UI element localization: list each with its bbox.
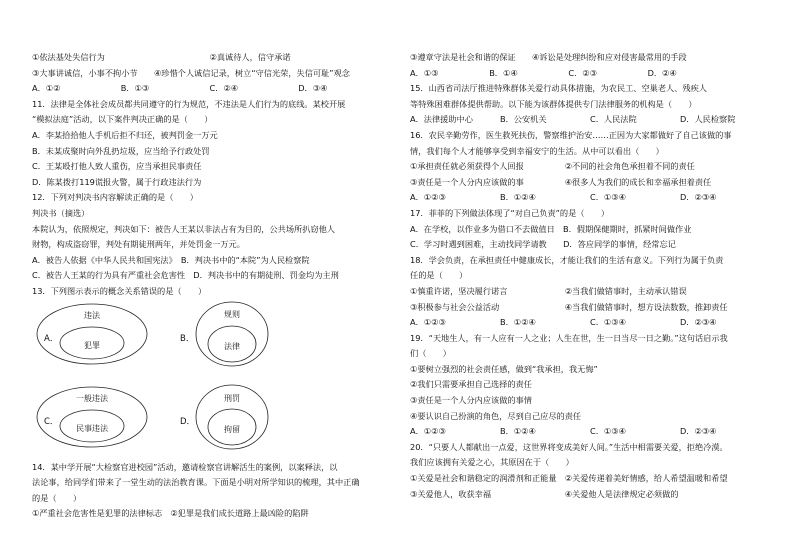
question-line: 14．某中学开展“大检察官进校园”活动，邀请检察官讲解活生的案例，以案释法，以 bbox=[32, 461, 338, 472]
option: ②真诚待人，信守承诺 bbox=[209, 52, 291, 62]
answer-row bbox=[410, 112, 770, 128]
option-line: A．李某拾拾他人手机后拒不归还，被判罚金一万元 bbox=[32, 129, 218, 140]
option-line: A．在学校，以作业多为借口不去做值日 B．假期保健期时，抓紧时间做作业 bbox=[410, 223, 692, 234]
option-line: ④要认识自己扮演的角色，尽到自己应尽的责任 bbox=[410, 410, 582, 421]
question-line: 的是（ ） bbox=[32, 492, 82, 503]
pre-answers bbox=[410, 66, 770, 82]
question-line: 我们应该拥有关爱之心，其原因在于（ ） bbox=[410, 457, 574, 468]
option-line: A．被告人依据《中华人民共和国宪法》 B．判决书中的“本院”为人民检察院 bbox=[32, 254, 310, 265]
question-line: 16．农民辛勤劳作，医生救死扶伤，警察维护治安……正因为大家都做好了自己该做的事 bbox=[410, 129, 732, 140]
pre-options-line: ③遵章守法是社会和谐的保证 ④诉讼是处理纠纷和应对侵害最常用的手段 bbox=[410, 52, 687, 62]
answer-choice: D．②③④ bbox=[680, 192, 717, 203]
answer-choice: D．②④ bbox=[647, 67, 677, 78]
answer-choice: B．公安机关 bbox=[500, 114, 547, 125]
answer-row bbox=[410, 424, 770, 440]
answer-choice: A．①②③ bbox=[410, 317, 446, 328]
answer-choice: B．①②④ bbox=[500, 426, 536, 437]
option-line: ①关爱是社会和谐稳定的润滑剂和正能量 ②关爱传递着美好情感，给人希望温暖和希望 bbox=[410, 473, 728, 484]
diagram-d-label: D． bbox=[180, 416, 196, 427]
pre-options bbox=[32, 50, 387, 66]
question-line: “模拟法庭”活动，以下案件判决正确的是（ ） bbox=[32, 114, 213, 125]
answer-choice: A．法律援助中心 bbox=[410, 114, 473, 125]
concept-diagrams bbox=[32, 300, 387, 460]
question-line: 们（ ） bbox=[410, 348, 451, 359]
answer-choice: B．①②④ bbox=[500, 192, 536, 203]
answer-choice: A．①② bbox=[32, 83, 61, 94]
option-line: ③积极参与社会公益活动 ④当我们做错事时，想方设法数数，推卸责任 bbox=[410, 301, 728, 312]
option: ①依法基处失信行为 bbox=[32, 52, 105, 62]
pre-options-line: ③大事讲诚信，小事不拘小节 ④珍惜个人诚信记录，树立“守信光荣，失信可耻”观念 bbox=[32, 67, 350, 78]
diagram-d-outer-text: 刑罚 bbox=[224, 393, 240, 403]
option-line: ③责任是一个人分内应该做的事 ④很多人为我们的成长和幸福承担着责任 bbox=[410, 176, 712, 187]
answer-choice: A．①③ bbox=[410, 67, 439, 78]
answer-choice: D．人民检察院 bbox=[680, 114, 736, 125]
answer-choice: C．②④ bbox=[209, 83, 239, 94]
question-16 bbox=[410, 128, 770, 206]
answer-row bbox=[410, 315, 770, 331]
question-line: 法论事，给同学们带来了一堂生动的法治教育课。下面是小明对所学知识的梳理，其中正确 bbox=[32, 477, 360, 488]
question-line: 18．学会负责，在承担责任中健康成长，才能让我们的生活有意义。下列行为属于负责 bbox=[410, 254, 724, 265]
question-line: 19．“天地生人，有一人应有一人之业；人生在世，生一日当尽一日之勤。”这句话启示我 bbox=[410, 332, 728, 343]
answer-choice: D．③④ bbox=[298, 83, 328, 94]
question-11 bbox=[32, 97, 387, 191]
question-12 bbox=[32, 190, 387, 284]
question-15 bbox=[410, 81, 770, 128]
pre-answers bbox=[32, 81, 387, 97]
answer-choice: C．①③④ bbox=[590, 426, 626, 437]
answer-choice: C．①③④ bbox=[590, 192, 626, 203]
right-column bbox=[410, 50, 770, 502]
option-line: D．陈某拨打119谎报火警，属于行政违法行为 bbox=[32, 176, 202, 187]
answer-choice: A．①②③ bbox=[410, 192, 446, 203]
option-line: ①严重社会危害性是犯罪的法律标志 ②犯罪是我们成长道路上最凶险的陷阱 bbox=[32, 508, 309, 519]
answer-choice: C．①③④ bbox=[590, 317, 626, 328]
question-18 bbox=[410, 253, 770, 331]
diagram-b-inner-text: 法律 bbox=[224, 341, 240, 351]
option-line: ③责任是一个人分内应该做的事情 bbox=[410, 395, 532, 406]
question-line: 11．法律是全体社会成员都共同遵守的行为规范，不违法是人们行为的底线。某校开展 bbox=[32, 98, 346, 109]
question-line: 20．“只要人人都献出一点爱，这世界将变成美好人间。”生活中相需要关爱，拒绝冷漠。 bbox=[410, 441, 728, 452]
option-line: C．学习时遇到困难，主动找同学请教 D．答应同学的事情，经常忘记 bbox=[410, 239, 676, 250]
diagram-a-label: A． bbox=[44, 333, 59, 344]
option-line: B．未某成聚时向外乱扔垃圾，应当给予行政处罚 bbox=[32, 145, 210, 156]
diagram-b-outer-text: 规则 bbox=[224, 309, 240, 319]
answer-choice: D．②③④ bbox=[680, 317, 717, 328]
left-column bbox=[32, 50, 387, 522]
option-line: ①要树立强烈的社会责任感，做到“我承担，我无悔” bbox=[410, 363, 598, 374]
question-line: 任的是（ ） bbox=[410, 270, 468, 281]
question-13: 13．下列图示表示的概念关系错误的是（ ） bbox=[32, 285, 207, 296]
diagram-c-inner-text: 民事违法 bbox=[76, 423, 108, 433]
question-line: 12．下列对判决书内容解读正确的是（ ） bbox=[32, 192, 198, 203]
answer-choice: C．人民法院 bbox=[590, 114, 637, 125]
option-line: ①承担责任就必须获得个人回报 ②不同的社会角色承担着不同的责任 bbox=[410, 161, 695, 172]
option-line: ①慎重许诺，坚决履行诺言 ②当我们做错事时，主动承认错误 bbox=[410, 285, 687, 296]
question-line: 15．山西省司法厅推进特殊群体关爱行动具体措施，为农民工、空巢老人、残疾人 bbox=[410, 83, 707, 94]
answer-choice: A．①②③ bbox=[410, 426, 446, 437]
question-14 bbox=[32, 460, 387, 522]
judgment-title: 判决书（摘选） bbox=[32, 207, 90, 218]
question-20 bbox=[410, 440, 770, 502]
diagram-a-outer-text: 违法 bbox=[84, 310, 100, 320]
diagram-d-inner-text: 拘留 bbox=[224, 424, 240, 434]
answer-choice: D．②③④ bbox=[680, 426, 717, 437]
question-line: 17．菲菲的下列做法体现了“对自己负责”的是（ ） bbox=[410, 207, 610, 218]
option-line: C．王某殴打他人致人重伤，应当承担民事责任 bbox=[32, 161, 202, 172]
diagram-c-label: C． bbox=[44, 416, 59, 427]
answer-choice: C．②③ bbox=[568, 67, 597, 78]
question-line: 等特殊困难群体提供帮助。以下能为该群体提供专门法律服务的机构是（ ） bbox=[410, 98, 697, 109]
judgment-text: 本院认为，依照规定，判决如下：被告人王某以非法占有为目的，公共场所扒窃他人 bbox=[32, 223, 335, 234]
question-17 bbox=[410, 206, 770, 253]
diagram-c-outer-text: 一般违法 bbox=[76, 393, 108, 403]
diagram-b-label: B． bbox=[180, 333, 195, 344]
option-line: C．被告人王某的行为具有严重社会危害性 D．判决书中的有期徒刑、罚金均为主刑 bbox=[32, 270, 339, 281]
answer-choice: B．①②④ bbox=[500, 317, 536, 328]
question-19 bbox=[410, 331, 770, 440]
option-line: ②我们只需要承担自己选择的责任 bbox=[410, 379, 532, 390]
answer-choice: B．①④ bbox=[489, 67, 518, 78]
diagram-a-inner-text: 犯罪 bbox=[84, 340, 100, 350]
answer-row bbox=[410, 190, 770, 206]
question-line: 情，我们每个人才能够享受到幸福安宁的生活。从中可以看出（ ） bbox=[410, 145, 664, 156]
option-line: ③关爱他人，收获幸福 ④关爱他人是法律规定必须做的 bbox=[410, 488, 679, 499]
answer-choice: B．①③ bbox=[120, 83, 150, 94]
judgment-text: 财物，构成盗窃罪，判处有期徒刑两年，并处罚金一万元。 bbox=[32, 239, 245, 250]
